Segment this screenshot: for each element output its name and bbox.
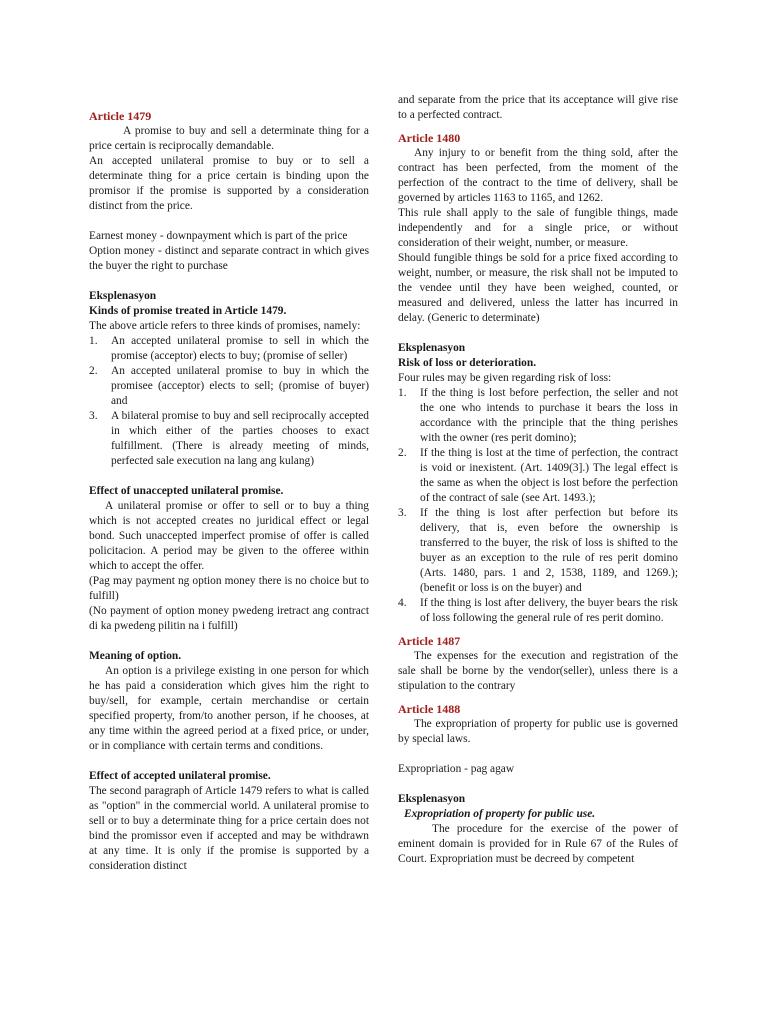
left-column <box>89 93 369 874</box>
meaning-of-option-heading: Meaning of option. <box>89 650 182 662</box>
unaccepted-promise-heading: Effect of unaccepted unilateral promise. <box>89 485 284 497</box>
article-1488-paragraph: The expropriation of property for public use is governed by special laws. <box>398 718 678 745</box>
accepted-promise-heading: Effect of accepted unilateral promise. <box>89 770 271 782</box>
risk-list <box>398 386 678 626</box>
article-1479-heading: Article 1479 <box>89 109 152 123</box>
article-1480-paragraph-2: This rule shall apply to the sale of fungible things, made independently and for a single price, or without consideration of their weight, number, or measure. <box>398 207 678 249</box>
kinds-of-promise-heading: Kinds of promise treated in Article 1479. <box>89 305 287 317</box>
accepted-promise-paragraph: The second paragraph of Article 1479 refers to what is called as "option" in the commercial world. A unilateral promise to sell or to buy a determinate thing for a price certain does not bind the promissor even if accepted and may be withdrawn at any time. It is only if the promise is supported by a consideration distinct <box>89 785 369 872</box>
article-1479-paragraph-2: An accepted unilateral promise to buy or to sell a determinate thing for a price certain is binding upon the promisor if the promise is supported by a consideration distinct from the price. <box>89 155 369 212</box>
article-1479-paragraph-1: A promise to buy and sell a determinate thing for a price certain is reciprocally demandable. <box>89 125 369 152</box>
continued-paragraph: and separate from the price that its acceptance will give rise to a perfected contract. <box>398 94 678 121</box>
article-1488-heading: Article 1488 <box>398 702 461 716</box>
eksplenasyon-heading-1: Eksplenasyon <box>89 290 157 302</box>
unaccepted-paragraph-2: (Pag may payment ng option money there is no choice but to fulfill) <box>89 575 369 602</box>
article-1480-paragraph-1: Any injury to or benefit from the thing sold, after the contract has been perfected, from the moment of the perfection of the contract to the time of delivery, shall be governed by articles 1163 to 1165, and 1262. <box>398 147 678 204</box>
list-item: 4. If the thing is lost after delivery, the buyer bears the risk of loss following the general rule of res perit domino. <box>398 597 678 624</box>
list-item: 3. If the thing is lost after perfection but before its delivery, that is, even before the ownership is transferred to the buyer, the risk of loss is shifted to the buyer as an exception to the rule of res perit domino (Arts. 1480, pars. 1 and 2, 1538, 1189, and 1269.); (benefit or loss is on the buyer) and <box>398 507 678 594</box>
list-item: 3. A bilateral promise to buy and sell reciprocally accepted in which either of the parties chooses to exact fulfillment. (There is already meeting of minds, perfected sale execution na lang ang kulang) <box>89 410 369 467</box>
meaning-of-option-paragraph: An option is a privilege existing in one person for which he has paid a consideration which gives him the right to buy/sell, for example, certain merchandise or certain specified property, from/to another person, if he chooses, at any time within the agreed period at a fixed price, or under, or in compliance with certain terms and conditions. <box>89 665 369 752</box>
eksplenasyon-heading-2: Eksplenasyon <box>398 342 466 354</box>
expropriation-definition: Expropriation - pag agaw <box>398 763 515 775</box>
article-1487-heading: Article 1487 <box>398 634 461 648</box>
list-item: 1. An accepted unilateral promise to sell in which the promise (acceptor) elects to buy; (promise of seller) <box>89 335 369 362</box>
unaccepted-paragraph-1: A unilateral promise or offer to sell or to buy a thing which is not accepted creates no juridical effect or legal bond. Such unaccepted imperfect promise of offer is called policitacion. A period may be given to the offeree within which to accept the offer. <box>89 500 369 572</box>
unaccepted-paragraph-3: (No payment of option money pwedeng iretract ang contract di ka pwedeng pilitin na i fulfill) <box>89 605 369 632</box>
earnest-money-note: Earnest money - downpayment which is part of the price <box>89 230 348 242</box>
eksplenasyon-heading-3: Eksplenasyon <box>398 793 466 805</box>
kinds-list <box>89 334 369 469</box>
option-money-note: Option money - distinct and separate contract in which gives the buyer the right to purchase <box>89 245 369 272</box>
expropriation-paragraph: The procedure for the exercise of the power of eminent domain is provided for in Rule 67 of the Rules of Court. Expropriation must be decreed by competent <box>398 823 678 865</box>
kinds-intro: The above article refers to three kinds of promises, namely: <box>89 320 361 332</box>
article-1480-heading: Article 1480 <box>398 131 461 145</box>
list-item: 2. An accepted unilateral promise to buy in which the promisee (acceptor) elects to sell; (promise of buyer) and <box>89 365 369 407</box>
list-item: 2. If the thing is lost at the time of perfection, the contract is void or inexistent. (Art. 1409(3].) The legal effect is the same as when the object is lost before the perfection of the contract of sale (see Art. 1493.); <box>398 447 678 504</box>
risk-intro: Four rules may be given regarding risk of loss: <box>398 372 612 384</box>
right-column <box>398 93 678 867</box>
expropriation-subheading: Expropriation of property for public use. <box>404 808 596 820</box>
article-1480-paragraph-3: Should fungible things be sold for a price fixed according to weight, number, or measure, the risk shall not be imputed to the vendee until they have been weighed, counted, or measured and delivered, unless the latter has incurred in delay. (Generic to determinate) <box>398 252 678 324</box>
risk-of-loss-heading: Risk of loss or deterioration. <box>398 357 537 369</box>
article-1487-paragraph: The expenses for the execution and registration of the sale shall be borne by the vendor(seller), unless there is a stipulation to the contrary <box>398 650 678 692</box>
list-item: 1. If the thing is lost before perfection, the seller and not the one who intends to purchase it bears the loss in accordance with the principle that the thing perishes with the owner (res perit domino); <box>398 387 678 444</box>
